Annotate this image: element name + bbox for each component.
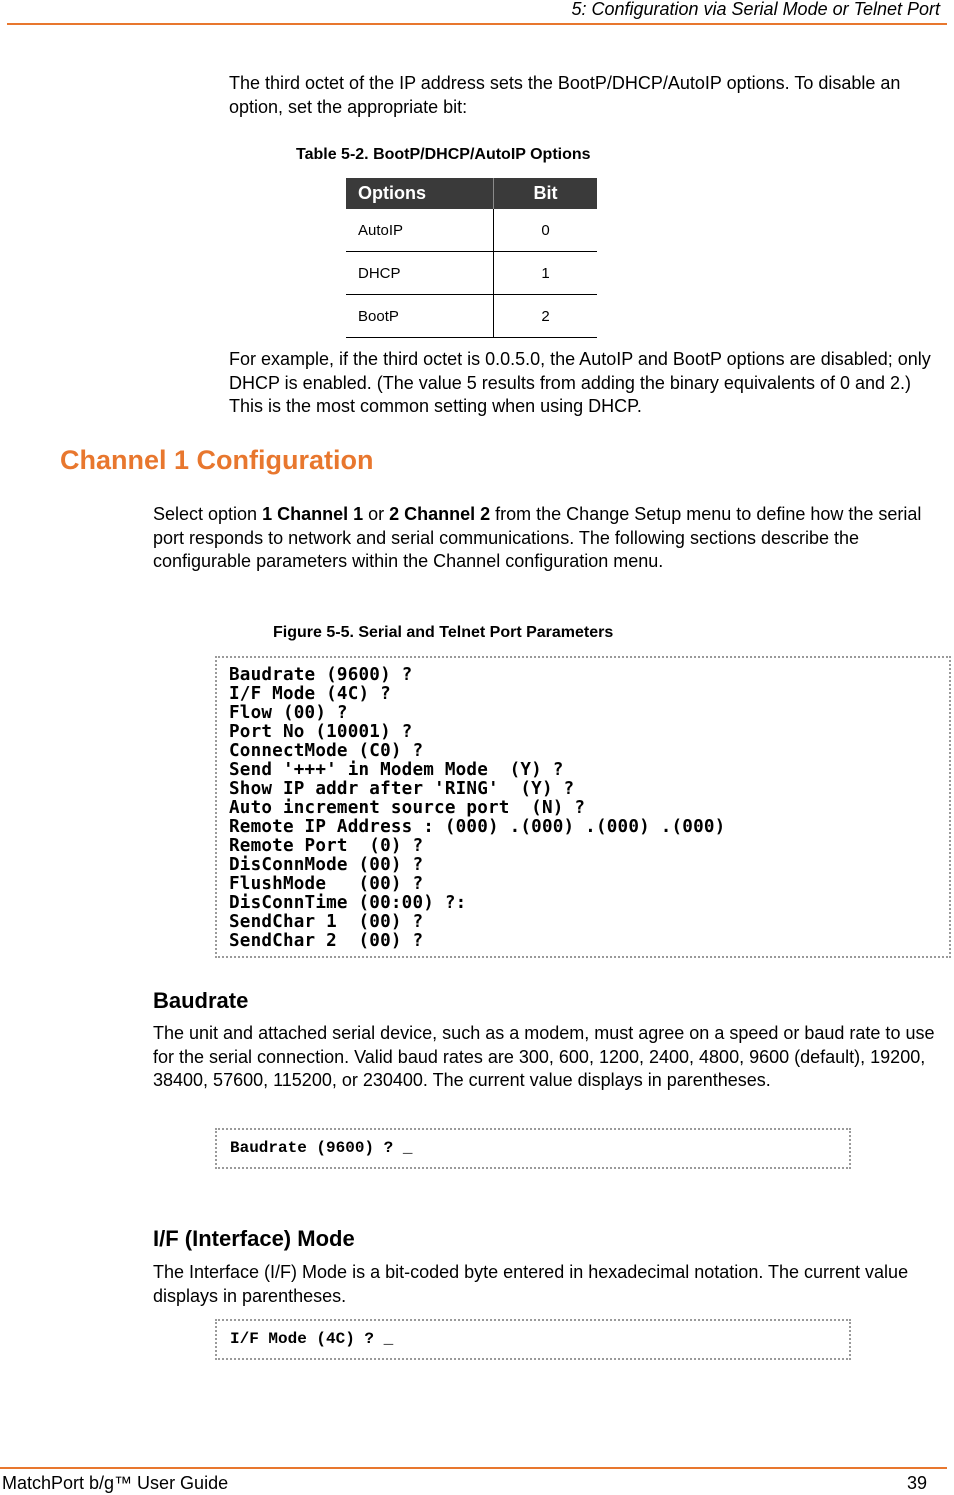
table-header-options: Options [346,178,494,209]
options-table [346,178,597,338]
terminal-line: Auto increment source port (N) ? [229,798,586,818]
terminal-line: SendChar 2 (00) ? [229,931,424,951]
baudrate-heading: Baudrate [153,988,249,1013]
header-divider [7,23,947,25]
table-cell-bit: 0 [494,209,598,252]
option-channel-2: 2 Channel 2 [389,504,491,524]
terminal-line: ConnectMode (C0) ? [229,741,424,761]
table-cell-option: BootP [346,295,494,338]
table-header-bit: Bit [494,178,598,209]
section-intro-pre: Select option [153,504,263,524]
table-cell-bit: 2 [494,295,598,338]
terminal-line: SendChar 1 (00) ? [229,912,424,932]
table-header-row [346,178,597,209]
section-intro-or: or [363,504,390,524]
figure-caption: Figure 5-5. Serial and Telnet Port Parameters [273,624,614,641]
table-cell-bit: 1 [494,252,598,295]
page-number: 39 [906,1473,927,1493]
section-heading: Channel 1 Configuration [60,445,374,475]
ifmode-prompt: I/F Mode (4C) ? _ [230,1330,394,1348]
terminal-line: Flow (00) ? [229,703,348,723]
footer-divider [0,1467,947,1469]
terminal-line: Remote Port (0) ? [229,836,424,856]
intro-paragraph: The third octet of the IP address sets the BootP/DHCP/AutoIP options. To disable an option, set the appropriate bit: [229,73,901,117]
terminal-line: Show IP addr after 'RING' (Y) ? [229,779,575,799]
baudrate-prompt-box [215,1128,851,1169]
terminal-line: DisConnTime (00:00) ?: [229,893,467,913]
terminal-line: I/F Mode (4C) ? [229,684,391,704]
ifmode-paragraph: The Interface (I/F) Mode is a bit-coded byte entered in hexadecimal notation. The current value displays in parentheses. [153,1262,909,1306]
terminal-screenshot [215,656,951,958]
table-row [346,295,597,338]
terminal-line: Send '+++' in Modem Mode (Y) ? [229,760,564,780]
ifmode-heading: I/F (Interface) Mode [153,1226,355,1251]
terminal-line: Port No (10001) ? [229,722,413,742]
running-header: 5: Configuration via Serial Mode or Telnet Port [571,0,940,19]
ifmode-prompt-box [215,1319,851,1360]
section-intro [153,503,923,574]
terminal-line: Baudrate (9600) ? [229,665,413,685]
section-intro-post: from the Change Setup menu to define how the serial port responds to network and serial communications. The following sections describe the configurable parameters within the Channel configuration menu. [153,504,922,571]
terminal-line: FlushMode (00) ? [229,874,424,894]
baudrate-prompt: Baudrate (9600) ? _ [230,1139,413,1157]
terminal-line: DisConnMode (00) ? [229,855,424,875]
baudrate-paragraph: The unit and attached serial device, such as a modem, must agree on a speed or baud rate to use for the serial connection. Valid baud rates are 300, 600, 1200, 2400, 4800, 9600 (default), 19200, 38400, 57600, 115200, or 230400. The current value displays in parentheses. [153,1023,935,1090]
table-row [346,209,597,252]
terminal-line: Remote IP Address : (000) .(000) .(000) .(000) [229,817,726,837]
table-cell-option: DHCP [346,252,494,295]
table-row [346,252,597,295]
table-caption: Table 5-2. BootP/DHCP/AutoIP Options [296,146,591,163]
example-paragraph: For example, if the third octet is 0.0.5.0, the AutoIP and BootP options are disabled; only DHCP is enabled. (The value 5 results from adding the binary equivalents of 0 and 2.) This is the most common setting when using DHCP. [229,349,931,416]
table-cell-option: AutoIP [346,209,494,252]
footer-guide-title: MatchPort b/g™ User Guide [2,1473,229,1493]
option-channel-1: 1 Channel 1 [262,504,364,524]
